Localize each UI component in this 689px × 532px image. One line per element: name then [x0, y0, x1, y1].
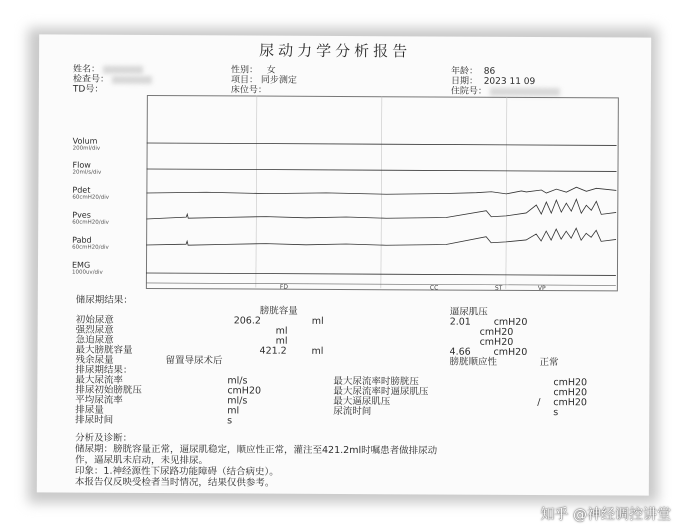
- storage-row-punit: cmH20: [493, 316, 528, 328]
- residual-value: 留置导尿术后: [165, 355, 223, 367]
- storage-header: 储尿期结果：: [75, 294, 133, 306]
- channel-label-pves: Pves: [72, 210, 91, 220]
- marker-fd: FD: [279, 283, 288, 291]
- voiding-right-label: 最大尿流率时膀胱压: [333, 375, 419, 388]
- grid-line: [256, 96, 257, 288]
- voiding-left-label: 最大尿流率: [75, 374, 123, 386]
- grid-line: [381, 96, 382, 288]
- residual-label: 残余尿量: [75, 354, 114, 366]
- report-title: 尿动力学分析报告: [259, 41, 412, 61]
- voiding-left-label: 排尿初始膀胱压: [75, 384, 142, 396]
- storage-row-label: 初始尿意: [75, 314, 114, 326]
- grid-line: [506, 97, 507, 289]
- voiding-right-unit: cmH20: [553, 377, 588, 389]
- channel-scale-volum: 200ml/div: [72, 145, 101, 152]
- channel-scale-flow: 20ml/s/div: [72, 169, 102, 176]
- td-field: TD号：: [72, 84, 104, 95]
- channel-scale-pves: 60cmH20/div: [72, 219, 109, 226]
- storage-row-label: 最大膀胱容量: [75, 344, 133, 356]
- bed-field: 床位号：: [230, 85, 267, 96]
- voiding-left-label: 排尿时间: [75, 414, 114, 426]
- sex-field: 性别： 女: [230, 65, 276, 76]
- channel-label-volum: Volum: [72, 136, 98, 146]
- storage-col-detrusor: 逼尿肌压: [449, 306, 488, 318]
- name-field: 姓名：: [73, 65, 143, 76]
- diagnosis-line: 储尿期：膀胱容量正常，逼尿肌稳定，顺应性正常，灌注至421.2ml时嘱患者做排尿动: [75, 443, 438, 457]
- marker-cc: CC: [429, 284, 439, 292]
- redacted-admission: [490, 87, 560, 95]
- marker-st: ST: [494, 284, 503, 292]
- age-field: 年龄： 86: [450, 66, 496, 77]
- voiding-left-unit: cmH20: [227, 385, 262, 397]
- diagnosis-block: [75, 433, 437, 490]
- redacted-name: [103, 65, 143, 73]
- diagnosis-header: 分析及诊断：: [75, 432, 133, 444]
- channel-scale-emg: 1000uv/div: [71, 269, 103, 276]
- storage-row-vunit: ml: [311, 345, 324, 357]
- voiding-right-label: 尿流时间: [333, 405, 372, 418]
- scanned-report-paper: [37, 34, 651, 495]
- channel-scale-pdet: 60cmH20/div: [72, 194, 110, 201]
- compliance-value: 正常: [539, 357, 559, 369]
- storage-row-label: 强烈尿意: [75, 324, 114, 336]
- voiding-right-prefix: /: [537, 397, 541, 409]
- storage-col-capacity: 膀胱容量: [259, 305, 298, 317]
- diagnosis-line: 印象：1.神经源性下尿路功能障碍（结合病史）。: [74, 465, 279, 478]
- storage-row-punit: cmH20: [479, 326, 514, 338]
- disclaimer-line: 本报告仅反映受检者当时情况，结果仅供参考。: [74, 476, 275, 489]
- voiding-right-label: 最大尿流率时逼尿肌压: [333, 385, 429, 398]
- storage-row-punit: cmH20: [493, 346, 528, 358]
- admission-field: 住院号：: [451, 87, 560, 99]
- storage-row-vunit: ml: [275, 325, 288, 337]
- voiding-left-unit: ml/s: [227, 395, 248, 407]
- diagnosis-line: 作，逼尿肌未启动，未见排尿。: [74, 454, 209, 467]
- storage-row-pressure: 2.01: [449, 316, 471, 328]
- voiding-right-unit: s: [553, 407, 559, 419]
- storage-row-pressure: 4.66: [449, 346, 471, 358]
- exam-id-field: 检查号：: [73, 75, 152, 86]
- storage-row-punit: cmH20: [479, 336, 514, 348]
- channel-scale-pabd: 60cmH20/div: [72, 244, 109, 251]
- voiding-left-label: 平均尿流率: [75, 394, 123, 406]
- voiding-left-unit: s: [227, 415, 233, 427]
- channel-label-emg: EMG: [71, 260, 91, 270]
- project-field: 项目： 同步测定: [230, 75, 297, 86]
- compliance-label: 膀胱顺应性: [449, 356, 498, 368]
- channel-label-flow: Flow: [72, 160, 91, 170]
- marker-vp: VP: [537, 285, 546, 293]
- storage-row-vunit: ml: [311, 315, 324, 327]
- storage-row-vunit: ml: [275, 335, 288, 347]
- watermark: 知乎 @神经调控讲堂: [540, 507, 671, 523]
- storage-row-volume: 206.2: [233, 315, 261, 327]
- voiding-right-unit: cmH20: [553, 387, 588, 399]
- urodynamic-tracings: [146, 95, 617, 291]
- voiding-right-unit: cmH20: [553, 397, 588, 409]
- voiding-left-unit: ml: [227, 405, 240, 417]
- channel-label-pdet: Pdet: [72, 185, 91, 195]
- storage-row-volume: 421.2: [259, 345, 287, 357]
- redacted-id: [112, 75, 152, 83]
- channel-label-pabd: Pabd: [72, 235, 92, 245]
- date-field: 日期： 2023 11 09: [450, 76, 536, 87]
- voiding-right-label: 最大逼尿肌压: [333, 395, 391, 408]
- voiding-left-unit: ml/s: [227, 375, 248, 387]
- storage-row-label: 急迫尿意: [75, 334, 114, 346]
- voiding-header: 排尿期结果：: [75, 364, 133, 376]
- voiding-left-label: 排尿量: [75, 404, 104, 416]
